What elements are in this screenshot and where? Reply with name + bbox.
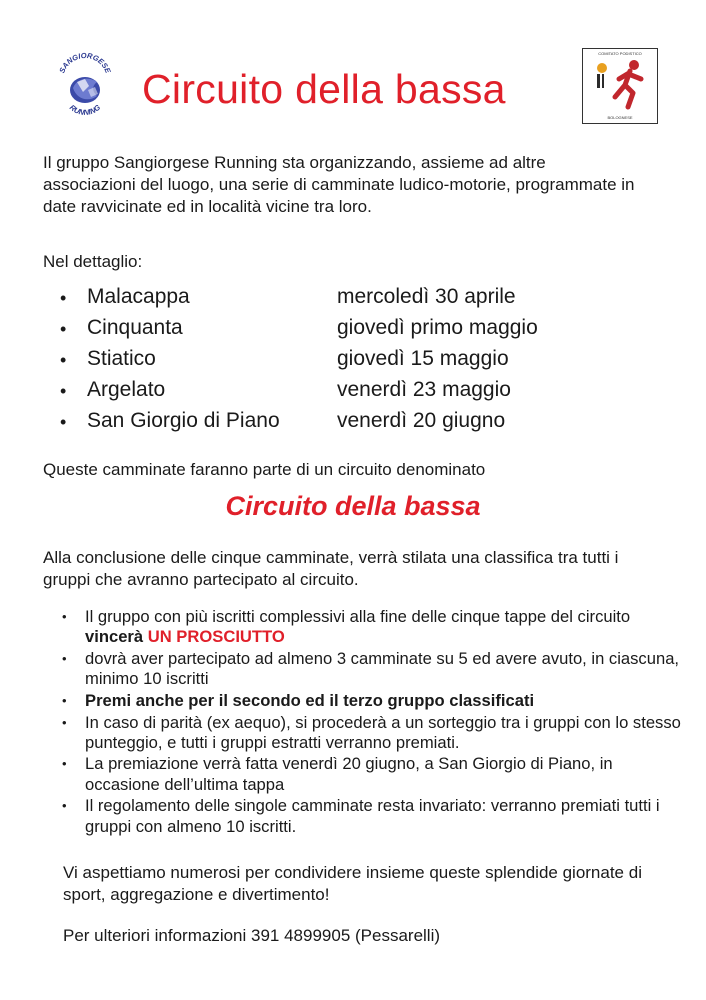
bullet-icon: • (62, 798, 67, 814)
rule-text: Premi anche per il secondo ed il terzo gruppo classificati (85, 690, 535, 710)
rule-item (62, 796, 682, 836)
rule-text: Il regolamento delle singole camminate resta invariato: verranno premiati tutti i gruppi con almeno 10 iscritti. (85, 796, 660, 836)
comitato-podistico-logo (582, 48, 658, 124)
event-place: Stiatico (87, 347, 156, 370)
rule-item (62, 649, 682, 689)
rule-emphasis: vincerà (85, 627, 148, 647)
svg-text:BOLOGNESE: BOLOGNESE (607, 115, 633, 120)
rule-text: dovrà aver partecipato ad almeno 3 camminate su 5 ed avere avuto, in ciascuna, minimo 10 iscritti (85, 648, 680, 689)
bullet-icon: • (60, 381, 67, 401)
bullet-icon: • (62, 714, 67, 730)
intro-paragraph: Il gruppo Sangiorgese Running sta organizzando, assieme ad altre associazioni del luogo, una serie di camminate ludico-motorie, programmate in date ravvicinate ed in località vicine tra loro. (43, 153, 635, 216)
bullet-icon: • (62, 609, 67, 624)
event-place: San Giorgio di Piano (87, 409, 280, 432)
rule-text: La premiazione verrà fatta venerdì 20 giugno, a San Giorgio di Piano, in occasione dell’ultima tappa (85, 754, 613, 794)
bullet-icon: • (62, 650, 67, 666)
bullet-icon: • (60, 350, 67, 370)
detail-label: Nel dettaglio: (43, 252, 143, 271)
bullet-icon: • (60, 412, 67, 432)
prize-highlight: UN PROSCIUTTO (147, 627, 285, 647)
rule-item (62, 754, 682, 794)
circuit-intro: Queste camminate faranno parte di un circuito denominato (43, 460, 486, 479)
bullet-icon: • (60, 319, 67, 339)
svg-text:SANGIORGESE: SANGIORGESE (57, 52, 113, 75)
closing-paragraph: Vi aspettiamo numerosi per condividere insieme queste splendide giornate di sport, aggregazione e divertimento! (63, 863, 642, 904)
event-date: giovedì 15 maggio (337, 347, 509, 370)
rule-text: Il gruppo con più iscritti complessivi alla fine delle cinque tappe del circuito (85, 607, 631, 626)
svg-text:COMITATO PODISTICO: COMITATO PODISTICO (598, 51, 642, 56)
sangiorgese-running-logo (55, 52, 115, 124)
event-date: mercoledì 30 aprile (337, 285, 516, 308)
bullet-icon: • (62, 756, 67, 772)
event-date: giovedì primo maggio (337, 316, 538, 339)
event-date: venerdì 20 giugno (337, 409, 506, 432)
event-date: venerdì 23 maggio (337, 378, 511, 401)
rule-item (62, 607, 682, 647)
rule-text: In caso di parità (ex aequo), si procederà a un sorteggio tra i gruppi con lo stesso punteggio, e tutti i gruppi estratti verranno premiati. (85, 712, 681, 752)
circuit-name-heading: Circuito della bassa (225, 491, 481, 521)
rules-list (62, 607, 682, 838)
bullet-icon: • (62, 692, 67, 708)
event-place: Malacappa (87, 285, 190, 308)
conclusion-paragraph: Alla conclusione delle cinque camminate, verrà stilata una classifica tra tutti i gruppi che avranno partecipato al circuito. (43, 548, 619, 589)
rule-item (62, 691, 682, 711)
event-place: Cinquanta (87, 316, 183, 339)
svg-text:RUNNING: RUNNING (67, 102, 103, 117)
event-place: Argelato (87, 378, 166, 401)
bullet-icon: • (60, 288, 67, 308)
page-title: Circuito della bassa (142, 66, 506, 112)
contact-info: Per ulteriori informazioni 391 4899905 (Pessarelli) (63, 926, 441, 945)
rule-item (62, 713, 682, 753)
